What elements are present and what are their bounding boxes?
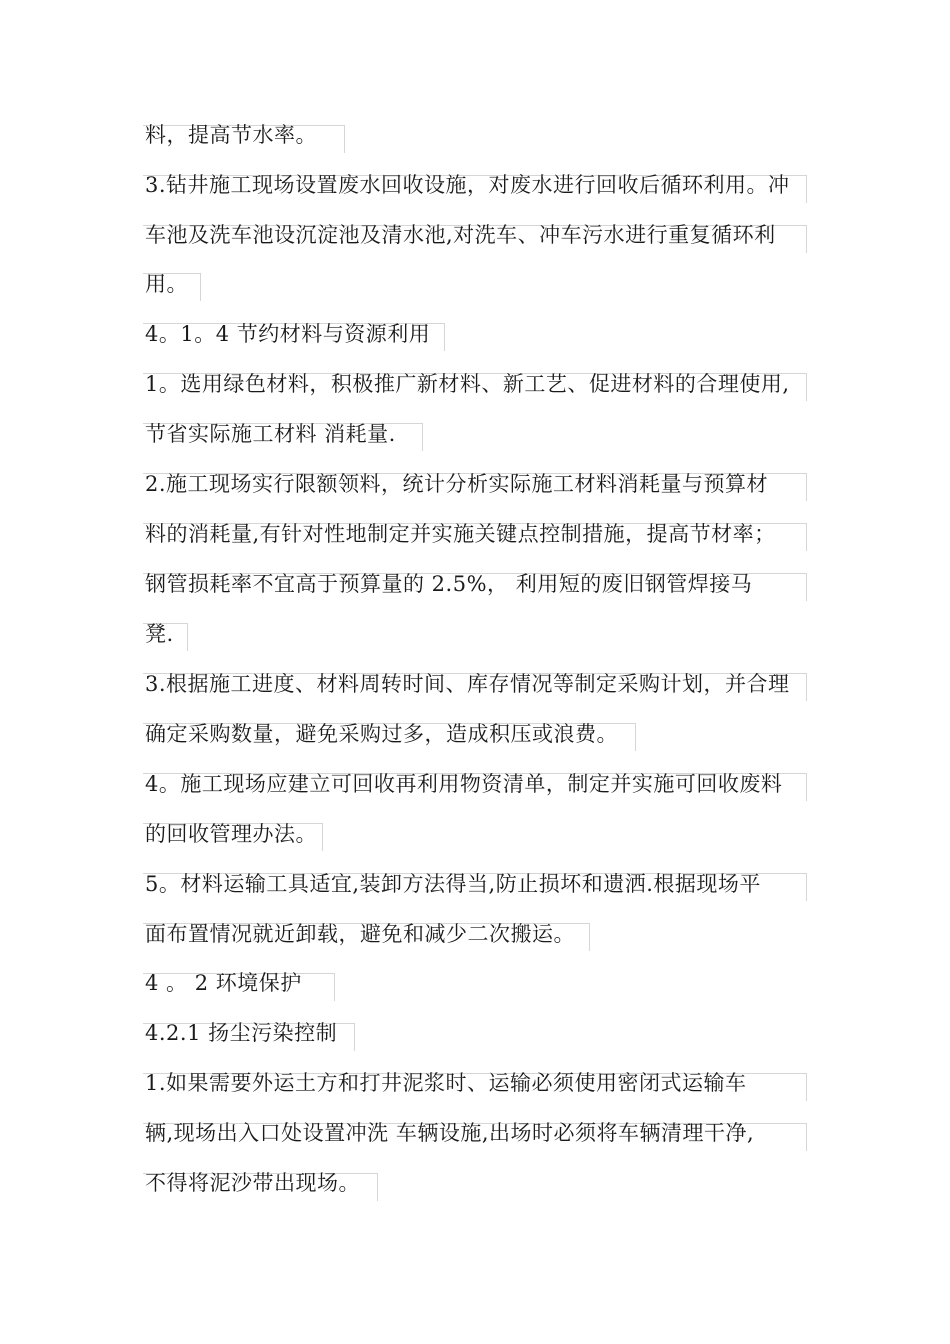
text-line: 辆,现场出入口处设置冲洗 车辆设施,出场时必须将车辆清理干净, — [145, 1121, 755, 1145]
text-line: 凳. — [145, 622, 174, 646]
text-line: 5。材料运输工具适宜,装卸方法得当,防止损坏和遗洒.根据现场平 — [145, 872, 761, 896]
text-line: 车池及洗车池设沉淀池及清水池,对洗车、冲车污水进行重复循环利 — [145, 223, 776, 247]
text-line: 节省实际施工材料 消耗量. — [145, 422, 396, 446]
section-heading: 4 。 2 环境保护 — [145, 971, 302, 995]
subsection-heading: 4.2.1 扬尘污染控制 — [145, 1021, 338, 1045]
section-heading: 4。1。4 节约材料与资源利用 — [145, 322, 431, 346]
text-line: 1。选用绿色材料，积极推广新材料、新工艺、促进材料的合理使用, — [145, 372, 790, 396]
text-line: 4。施工现场应建立可回收再利用物资清单，制定并实施可回收废料 — [145, 772, 783, 796]
text-line: 料，提高节水率。 — [145, 123, 317, 147]
text-line: 的回收管理办法。 — [145, 822, 317, 846]
text-line: 料的消耗量,有针对性地制定并实施关键点控制措施，提高节材率； — [145, 522, 776, 546]
text-line: 3.钻井施工现场设置废水回收设施，对废水进行回收后循环利用。冲 — [145, 173, 790, 197]
text-line: 2.施工现场实行限额领料，统计分析实际施工材料消耗量与预算材 — [145, 472, 769, 496]
text-line: 钢管损耗率不宜高于预算量的 2.5%， 利用短的废旧钢管焊接马 — [145, 572, 753, 596]
text-line: 用。 — [145, 272, 188, 296]
text-line: 3.根据施工进度、材料周转时间、库存情况等制定采购计划，并合理 — [145, 672, 790, 696]
text-line: 确定采购数量，避免采购过多，造成积压或浪费。 — [145, 722, 618, 746]
text-line: 1.如果需要外运土方和打井泥浆时、运输必须使用密闭式运输车 — [145, 1071, 747, 1095]
text-line: 不得将泥沙带出现场。 — [145, 1171, 360, 1195]
text-line: 面布置情况就近卸载，避免和减少二次搬运。 — [145, 922, 575, 946]
